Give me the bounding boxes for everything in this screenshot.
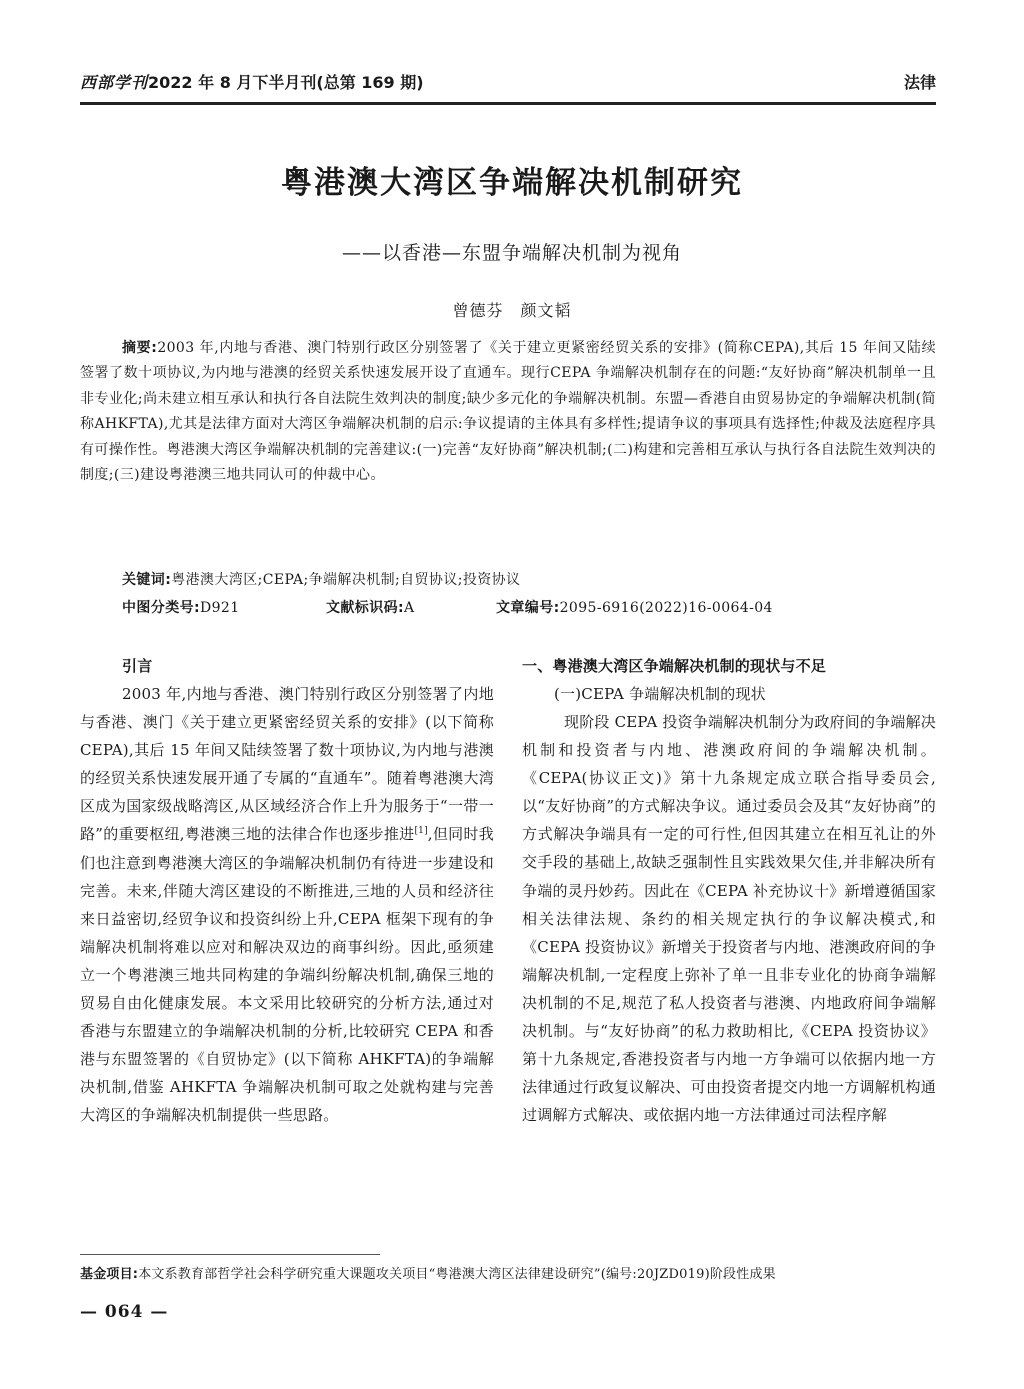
page-number: — 064 —	[80, 1302, 169, 1322]
abstract-label: 摘要:	[122, 340, 158, 356]
abstract	[80, 336, 936, 488]
funding-note	[80, 1264, 936, 1286]
article-subtitle: ——以香港—东盟争端解决机制为视角	[341, 242, 682, 264]
footnote-divider	[80, 1254, 380, 1255]
section-label: 法律	[903, 73, 936, 92]
section1-heading: 一、粤港澳大湾区争端解决机制的现状与不足	[522, 657, 827, 675]
article-title: 粤港澳大湾区争端解决机制研究	[281, 165, 743, 201]
right-column	[522, 652, 936, 1129]
intro-paragraph	[80, 680, 494, 1130]
fund-text: 本文系教育部哲学社会科学研究重大课题攻关项目“粤港澳大湾区法律建设研究”(编号:20JZD019)阶段性成果	[138, 1267, 776, 1282]
keywords	[122, 568, 936, 593]
abstract-text: 2003 年,内地与香港、澳门特别行政区分别签署了《关于建立更紧密经贸关系的安排》(简称CEPA),其后 15 年间又陆续签署了数十项协议,为内地与港澳的经贸关系快速发展开设了直通车。现行CEPA 争端解决机制存在的问题:“友好协商”解决机制单一且非专业化;尚未建立相互承认和执行各自法院生效判决的制度;缺少多元化的争端解决机制。东盟—香港自由贸易协定的争端解决机制(简称AHKFTA),尤其是法律方面对大湾区争端解决机制的启示:争议提请的主体具有多样性;提请争议的事项具有选择性;仲裁及法庭程序具有可操作性。粤港澳大湾区争端解决机制的完善建议:(一)完善“友好协商”解决机制;(二)构建和完善相互承认与执行各自法院生效判决的制度;(三)建设粤港澳三地共同认可的仲裁中心。	[80, 340, 936, 484]
clc-number	[122, 596, 240, 621]
intro-text-part1: 2003 年,内地与香港、澳门特别行政区分别签署了内地与香港、澳门《关于建立更紧密经贸关系的安排》(以下简称 CEPA),其后 15 年间又陆续签署了数十项协议,为内地与港澳的经贸关系快速发展开通了专属的“直通车”。随着粤港澳大湾区成为国家级战略湾区,从区域经济合作上升为服务于“一带一路”的重要枢纽,粤港澳三地的法律合作也逐步推进	[80, 685, 494, 844]
issue-label: 2022 年 8 月下半月刊(总第 169 期)	[148, 73, 424, 92]
intro-heading: 引言	[122, 657, 153, 675]
journal-logo: 西部学刊	[80, 73, 149, 92]
left-column	[80, 652, 494, 1130]
doc-code-label: 文献标识码:	[326, 600, 404, 616]
article-number-value: 2095-6916(2022)16-0064-04	[559, 600, 773, 616]
keywords-label: 关键词:	[122, 572, 172, 588]
doc-code-value: A	[404, 600, 415, 616]
clc-value: D921	[200, 600, 240, 616]
fund-label: 基金项目:	[80, 1267, 139, 1282]
doc-code	[326, 596, 415, 621]
article-number-label: 文章编号:	[496, 600, 560, 616]
section1-1-paragraph: 现阶段 CEPA 投资争端解决机制分为政府间的争端解决机制和投资者与内地、港澳政府间的争端解决机制。《CEPA(协议正文)》第十九条规定成立联合指导委员会,以“友好协商”的方式解决争议。通过委员会及其“友好协商”的方式解决争端具有一定的可行性,但因其建立在相互礼让的外交手段的基础上,故缺乏强制性且实践效果欠佳,并非解决所有争端的灵丹妙药。因此在《CEPA 补充协议十》新增遵循国家相关法律法规、条约的相关规定执行的争议解决模式,和《CEPA 投资协议》新增关于投资者与内地、港澳政府间的争端解决机制,一定程度上弥补了单一且非专业化的协商争端解决机制的不足,规范了私人投资者与港澳、内地政府间争端解决机制。与“友好协商”的私力救助相比,《CEPA 投资协议》第十九条规定,香港投资者与内地一方争端可以依据内地一方法律通过行政复议解决、可由投资者提交内地一方调解机构通过调解方式解决、或依据内地一方法律通过司法程序解	[522, 713, 936, 1125]
running-header	[80, 68, 936, 105]
article-number	[496, 596, 773, 621]
citation-ref: [1]	[414, 826, 428, 837]
section1-1-heading: (一)CEPA 争端解决机制的现状	[554, 685, 766, 703]
clc-label: 中图分类号:	[122, 600, 200, 616]
intro-text-part2: ,但同时我们也注意到粤港澳大湾区的争端解决机制仍有待进一步建设和完善。未来,伴随大湾区建设的不断推进,三地的人员和经济往来日益密切,经贸争议和投资纠纷上升,CEPA 框架下现有的争端解决机制将难以应对和解决双边的商事纠纷。因此,亟须建立一个粤港澳三地共同构建的争端纠纷解决机制,确保三地的贸易自由化健康发展。本文采用比较研究的分析方法,通过对香港与东盟建立的争端解决机制的分析,比较研究 CEPA 和香港与东盟签署的《自贸协定》(以下简称 AHKFTA)的争端解决机制,借鉴 AHKFTA 争端解决机制可取之处就构建与完善大湾区的争端解决机制提供一些思路。	[80, 825, 494, 1125]
keywords-text: 粤港澳大湾区;CEPA;争端解决机制;自贸协议;投资协议	[171, 572, 521, 588]
article-authors: 曾德芬 颜文韬	[452, 301, 572, 320]
journal-issue	[80, 70, 424, 93]
